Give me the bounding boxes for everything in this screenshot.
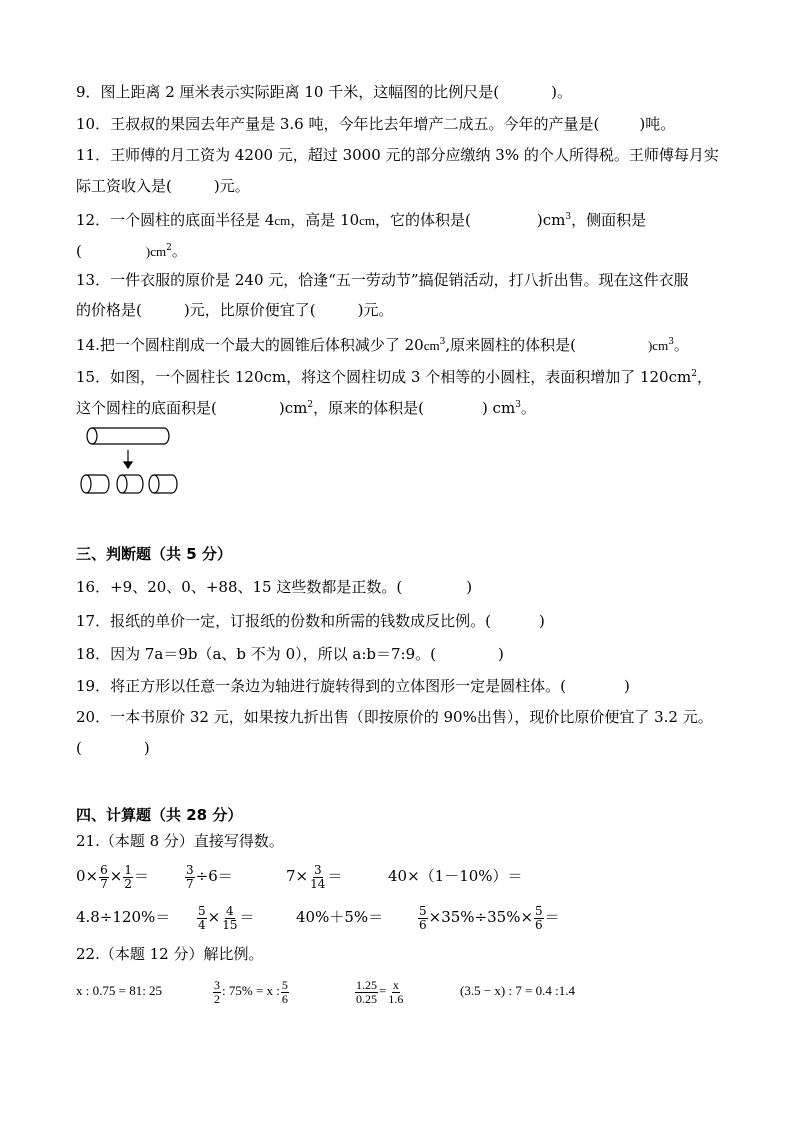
- proportion-1: x : 0.75 = 81: 25: [76, 983, 163, 998]
- fraction: $\frac{3}{14}$: [310, 862, 326, 891]
- calc-expression-5: 4.8÷120%＝: [76, 908, 171, 926]
- question-9: 9．图上距离 2 厘米表示实际距离 10 千米，这幅图的比例尺是( )。: [76, 83, 572, 101]
- calc-expression-3: 7× $\frac{3}{14}$ ＝: [286, 862, 343, 891]
- proportion-4: (3.5 − x) : 7 = 0.4 :1.4: [460, 983, 576, 998]
- question-13-line2: 的价格是( )元，比原价便宜了( )元。: [76, 301, 394, 319]
- long-cylinder-icon: [87, 428, 169, 444]
- arrow-down-icon: [124, 450, 132, 468]
- fraction: $\frac{1.25}{0.25}$: [356, 977, 377, 1006]
- calc-expression-6: $\frac{5}{4}$ × $\frac{4}{15}$ ＝: [198, 903, 255, 932]
- question-12-line2: ( )$cm^2$。: [76, 242, 187, 260]
- fraction: $\frac{5}{4}$: [198, 903, 206, 932]
- fraction: $\frac{3}{7}$: [186, 862, 194, 891]
- fraction: $\frac{5}{6}$: [281, 977, 288, 1006]
- question-21-title: 21.（本题 8 分）直接写得数。: [76, 832, 284, 850]
- calc-expression-8: $\frac{5}{6}$ ×35%÷35%× $\frac{5}{6}$ ＝: [419, 903, 560, 932]
- question-11-line2: 际工资收入是( )元。: [76, 177, 250, 195]
- question-12-line1: 12．一个圆柱的底面半径是 4cm，高是 10cm，它的体积是( )$cm^3$，侧面积是: [76, 211, 647, 229]
- question-22-title: 22.（本题 12 分）解比例。: [76, 945, 264, 963]
- question-14: 14.把一个圆柱削成一个最大的圆锥后体积减少了 $20cm^3$,原来圆柱的体积是( )$cm^3$。: [76, 336, 689, 354]
- fraction: $\frac{5}{6}$: [535, 903, 543, 932]
- question-18: 18．因为 7a＝9b（a、b 不为 0），所以 a:b＝7:9。( ): [76, 645, 504, 663]
- fraction: $\frac{4}{15}$: [222, 903, 238, 932]
- fraction: $\frac{3}{2}$: [214, 977, 220, 1006]
- question-19: 19．将正方形以任意一条边为轴进行旋转得到的立体图形一定是圆柱体。( ): [76, 677, 630, 695]
- calc-expression-1: 0× $\frac{6}{7}$ × $\frac{1}{2}$ ＝: [76, 862, 149, 891]
- calc-expression-2: $\frac{3}{7}$ ÷6＝: [186, 862, 233, 891]
- proportion-3: $\frac{1.25}{0.25}$ = $\frac{x}{1.6}$: [356, 977, 404, 1006]
- question-15-line2: 这个圆柱的底面积是( )$cm^2$，原来的体积是( ) $cm^3$。: [76, 399, 536, 417]
- question-15-line1: 15．如图，一个圆柱长 120cm，将这个圆柱切成 3 个相等的小圆柱，表面积增加了 $120cm^2$，: [76, 368, 712, 386]
- question-10: 10．王叔叔的果园去年产量是 3.6 吨，今年比去年增产二成五。今年的产量是( )吨。: [76, 115, 676, 133]
- cylinder-cut-diagram: [78, 424, 188, 498]
- section-3-title: 三、判断题（共 5 分）: [76, 545, 232, 563]
- question-17: 17．报纸的单价一定，订报纸的份数和所需的钱数成反比例。( ): [76, 612, 545, 630]
- fraction: $\frac{5}{6}$: [419, 903, 427, 932]
- question-16: 16．+9、20、0、+88、15 这些数都是正数。( ): [76, 578, 473, 596]
- question-11-line1: 11．王师傅的月工资为 4200 元，超过 3000 元的部分应缴纳 3% 的个人所得税。王师傅每月实: [76, 146, 719, 164]
- small-cylinders-icon: [81, 475, 177, 493]
- calc-expression-4: 40×（1－10%）＝: [388, 867, 523, 885]
- fraction: $\frac{6}{7}$: [100, 862, 108, 891]
- fraction: $\frac{1}{2}$: [124, 862, 132, 891]
- fraction: $\frac{x}{1.6}$: [388, 977, 404, 1006]
- question-13-line1: 13．一件衣服的原价是 240 元，恰逢“五一劳动节”搞促销活动，打八折出售。现在这件衣服: [76, 271, 689, 289]
- question-20-line2: ( ): [76, 739, 150, 757]
- calc-expression-7: 40%＋5%＝: [296, 908, 384, 926]
- section-4-title: 四、计算题（共 28 分）: [76, 806, 243, 824]
- question-20-line1: 20．一本书原价 32 元，如果按九折出售（即按原价的 90%出售），现价比原价便宜了 3.2 元。: [76, 708, 713, 726]
- proportion-2: $\frac{3}{2}$ : 75% = x : $\frac{5}{6}$: [214, 977, 288, 1006]
